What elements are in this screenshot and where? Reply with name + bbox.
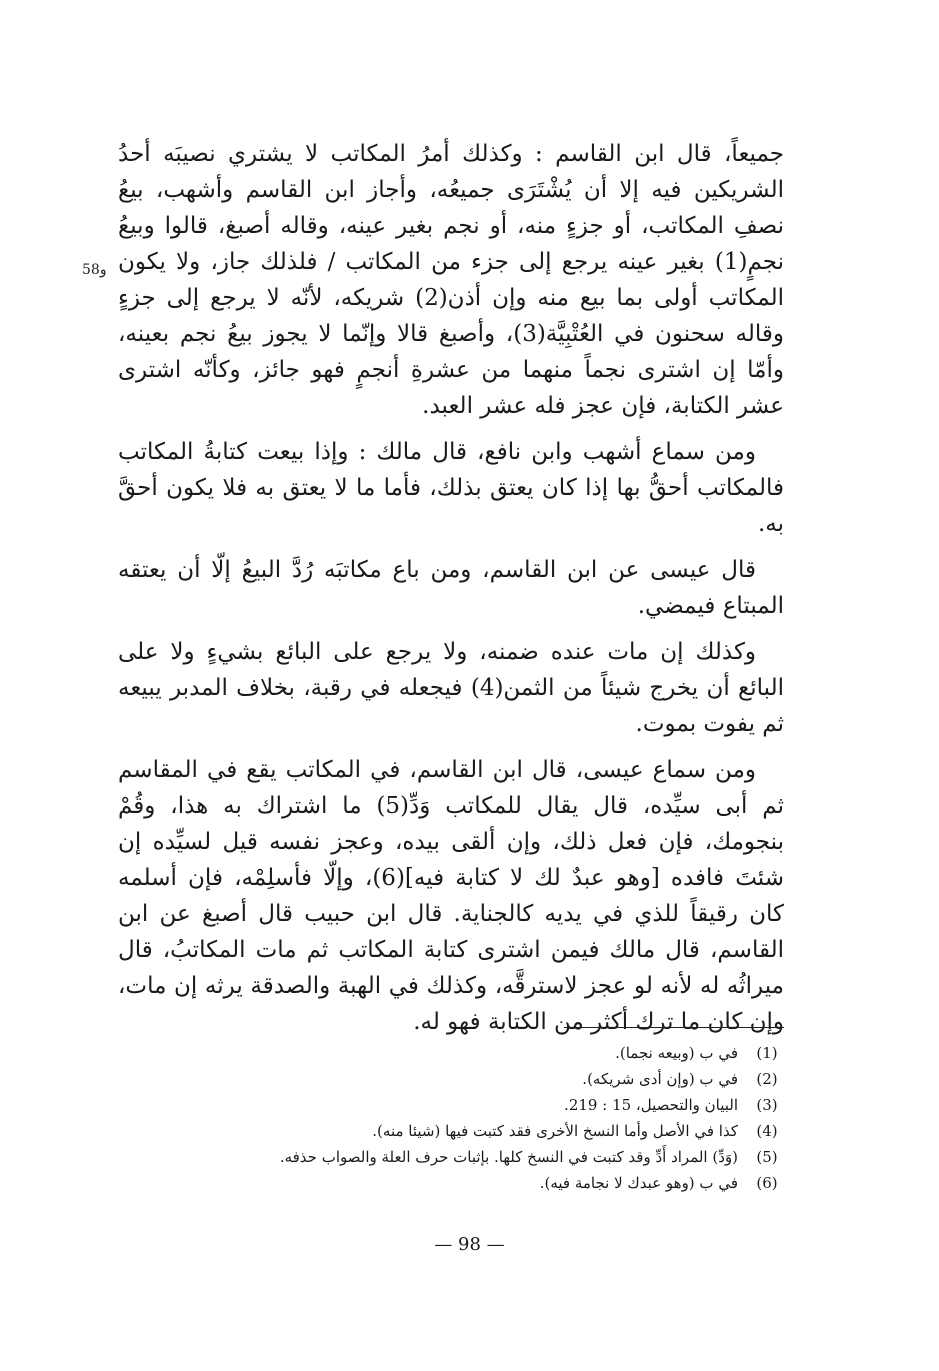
footnote-number: (1) <box>756 1044 778 1062</box>
footnote-item <box>200 1092 784 1118</box>
footnote-number: (5) <box>756 1148 778 1166</box>
footnote-text: البيان والتحصيل، 15 : 219. <box>564 1096 738 1114</box>
paragraph-1: جميعاً، قال ابن القاسم : وكذلك أمرُ المكاتب لا يشتري نصيبَه أحدُ الشريكين فيه إلا أن يُشْتَرَى جميعُه، وأجاز ابن القاسم وأشهب، بيعُ نصفِ المكاتب، أو جزءٍ منه، أو نجم بغير عينه، وقاله أصبغ، قالوا وبيعُ نجمٍ(1) بغير عينه يرجع إلى جزء من المكاتب / فلذلك جاز، ولا يكون المكاتب أولى بما بيع منه وإن أذن(2) شريكه، لأنّه لا يرجع إلى جزءٍ وقاله سحنون في العُتْبِيَّة(3)، وأصبغ قالا وإنّما لا يجوز بيعُ نجم بعينه، وأمّا إن اشترى نجماً منهما من عشرةِ أنجمٍ فهو جائز، وكأنّه اشترى عشر الكتابة، فإن عجز فله عشر العبد. <box>118 141 785 419</box>
footnote-text: كذا في الأصل وأما النسخ الأخرى فقد كتبت فيها (شيئا منه). <box>372 1122 738 1140</box>
footnote-number: (2) <box>756 1070 778 1088</box>
margin-folio-note: 58و <box>82 262 107 278</box>
paragraph-2: ومن سماع أشهب وابن نافع، قال مالك : وإذا بيعت كتابةُ المكاتب فالمكاتب أحقُّ بها إذا كان يعتق بذلك، فأما ما لا يعتق به فلا يكون أحقَّ به. <box>118 439 784 537</box>
footnote-item <box>200 1170 784 1196</box>
footnote-number: (4) <box>756 1122 778 1140</box>
footnote-text: (وَدِّ) المراد أَدِّ وقد كتبت في النسخ كلها. بإثبات حرف العلة والصواب حذفه. <box>279 1148 738 1166</box>
page-number: — 98 — <box>434 1234 505 1255</box>
footnote-text: في ب (وبيعه نجما). <box>615 1044 738 1062</box>
paragraph-4: وكذلك إن مات عنده ضمنه، ولا يرجع على البائع بشيءٍ ولا على البائع أن يخرج شيئاً من الثمن(4) فيجعله في رقبة، بخلاف المدبر يبيعه ثم يفوت بموت. <box>118 639 784 737</box>
footnote-divider <box>564 1027 784 1028</box>
footnote-item <box>200 1066 784 1092</box>
footnote-number: (3) <box>756 1096 778 1114</box>
paragraph-3: قال عيسى عن ابن القاسم، ومن باع مكاتبَه رُدَّ البيعُ إلّا أن يعتقه المبتاع فيمضي. <box>118 557 784 619</box>
footnote-number: (6) <box>756 1174 778 1192</box>
paragraph-5: ومن سماع عيسى، قال ابن القاسم، في المكاتب يقع في المقاسم ثم أبى سيِّده، قال يقال للمكاتب وَدِّ(5) ما اشتراك به هذا، وقُمْ بنجومك، فإن فعل ذلك، وإن ألقى بيده، وعجز نفسه قيل لسيِّده إن شئتَ فافده [وهو عبدٌ لك لا كتابة فيه](6)، وإلّا فأسلِمْه، فإن أسلمه كان رقيقاً للذي في يديه كالجناية. قال ابن حبيب قال أصبغ عن ابن القاسم، قال مالك فيمن اشترى كتابة المكاتب ثم مات المكاتبُ، قال ميراثُه له لأنه لو عجز لاسترقَّه، وكذلك في الهبة والصدقة يرثه إن مات، وإن كان ما ترك أكثر من الكتابة فهو له. <box>118 757 785 1035</box>
footnotes <box>200 1040 784 1196</box>
main-text <box>118 136 784 1050</box>
footnote-item <box>200 1118 784 1144</box>
footnote-text: في ب (وهو عبدك لا نجامة فيه). <box>539 1174 738 1192</box>
footnote-item <box>200 1144 784 1170</box>
footnote-item <box>200 1040 784 1066</box>
footnote-text: في ب (وإن أدى شريكه). <box>582 1070 738 1088</box>
